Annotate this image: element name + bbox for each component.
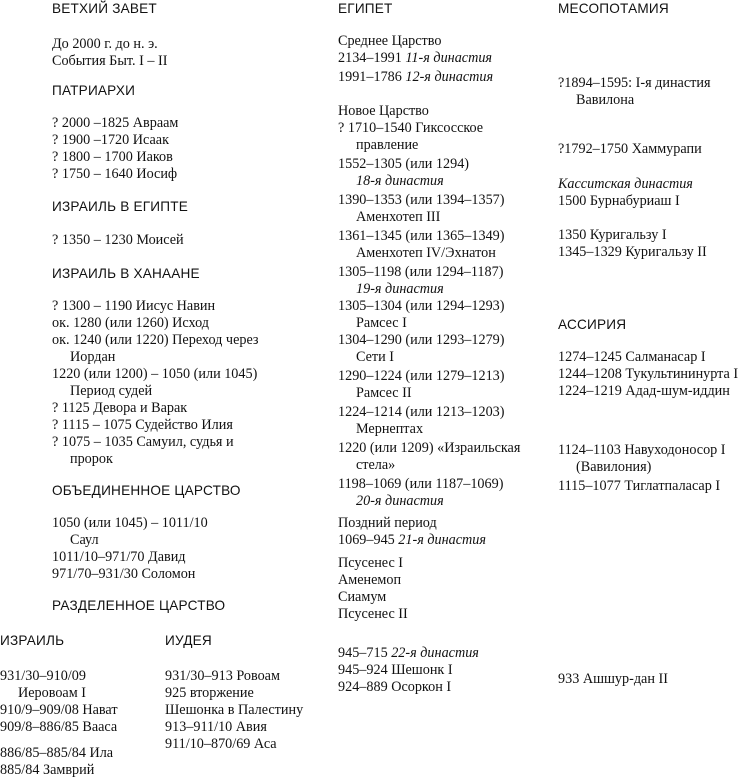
line: [338, 532, 486, 549]
line: 913–911/10 Авия: [165, 719, 267, 735]
date: 945–715: [338, 645, 392, 661]
line: 1224–1214 (или 1213–1203): [338, 404, 505, 420]
line: ок. 1280 (или 1260) Исход: [52, 315, 209, 331]
line: [338, 69, 493, 86]
line: 1305–1198 (или 1294–1187): [338, 264, 504, 280]
line: ? 1800 – 1700 Иаков: [52, 149, 173, 165]
line: 1390–1353 (или 1394–1357): [338, 192, 505, 208]
line: 885/84 Замврий: [0, 762, 95, 778]
line: Иеровоам I: [18, 685, 86, 701]
line: ? 1115 – 1075 Судейство Илия: [52, 417, 233, 433]
line: До 2000 г. до н. э.: [52, 36, 158, 52]
line: Касситская династия: [558, 176, 693, 192]
line: 1050 (или 1045) – 1011/10: [52, 515, 208, 531]
heading-assyria: АССИРИЯ: [558, 317, 627, 332]
heading-mesopotamia: МЕСОПОТАМИЯ: [558, 1, 669, 16]
date: 2134–1991: [338, 50, 406, 66]
line: ?1792–1750 Хаммурапи: [558, 141, 702, 157]
line: Саул: [70, 532, 99, 548]
line: правление: [356, 137, 419, 153]
line: 20-я династия: [356, 493, 444, 509]
line: Аменемоп: [338, 572, 402, 588]
line: Новое Царство: [338, 103, 429, 119]
line: [338, 645, 479, 662]
line: 1244–1208 Тукультининурта I: [558, 366, 739, 382]
line: 1350 Куригальзу I: [558, 227, 667, 243]
heading-israel-canaan: ИЗРАИЛЬ В ХАНААНЕ: [52, 266, 200, 281]
line: Иордан: [70, 349, 116, 365]
line: ? 1750 – 1640 Иосиф: [52, 166, 178, 182]
date: 1991–1786: [338, 69, 406, 85]
dynasty: 22-я династия: [391, 645, 479, 661]
line: ? 1900 –1720 Исаак: [52, 132, 169, 148]
line: 1552–1305 (или 1294): [338, 156, 470, 172]
dynasty: 21-я династия: [398, 532, 486, 548]
line: Сиамум: [338, 589, 387, 605]
line: 925 вторжение: [165, 685, 254, 701]
line: 945–924 Шешонк I: [338, 662, 453, 678]
line: ? 1350 – 1230 Моисей: [52, 232, 184, 248]
line: 1361–1345 (или 1365–1349): [338, 228, 505, 244]
line: 1224–1219 Адад-шум-иддин: [558, 383, 730, 399]
line: ? 1300 – 1190 Иисус Навин: [52, 298, 216, 314]
heading-old-testament: ВЕТХИЙ ЗАВЕТ: [52, 1, 157, 16]
line: [338, 50, 492, 67]
line: Рамсес I: [356, 315, 407, 331]
line: Мернептах: [356, 421, 424, 437]
line: 1220 (или 1200) – 1050 (или 1045): [52, 366, 258, 382]
line: Аменхотеп III: [356, 209, 441, 225]
line: ок. 1240 (или 1220) Переход через: [52, 332, 259, 348]
line: Период судей: [70, 383, 153, 399]
line: Среднее Царство: [338, 33, 442, 49]
line: 911/10–870/69 Аса: [165, 736, 277, 752]
line: 971/70–931/30 Соломон: [52, 566, 196, 582]
line: ? 1075 – 1035 Самуил, судья и: [52, 434, 234, 450]
line: 1345–1329 Куригальзу II: [558, 244, 707, 260]
line: 18-я династия: [356, 173, 444, 189]
heading-egypt: ЕГИПЕТ: [338, 1, 393, 16]
heading-patriarchs: ПАТРИАРХИ: [52, 83, 136, 98]
heading-united-kingdom: ОБЪЕДИНЕННОЕ ЦАРСТВО: [52, 483, 241, 498]
line: 1500 Бурнабуриаш I: [558, 193, 680, 209]
line: Аменхотеп IV/Эхнатон: [356, 245, 496, 261]
line: Шешонка в Палестину: [165, 702, 304, 718]
line: 924–889 Осоркон I: [338, 679, 452, 695]
line: пророк: [70, 451, 113, 467]
line: ? 1710–1540 Гиксосское: [338, 120, 484, 136]
line: Сети I: [356, 349, 394, 365]
line: 931/30–913 Ровоам: [165, 668, 280, 684]
heading-israel: ИЗРАИЛЬ: [0, 633, 65, 648]
line: 1290–1224 (или 1279–1213): [338, 368, 505, 384]
heading-judah: ИУДЕЯ: [165, 633, 212, 648]
line: События Быт. I – II: [52, 53, 168, 69]
date: 1069–945: [338, 532, 399, 548]
line: Псусенес I: [338, 555, 404, 571]
line: 1011/10–971/70 Давид: [52, 549, 186, 565]
line: (Вавилония): [576, 459, 652, 475]
line: ? 2000 –1825 Авраам: [52, 115, 179, 131]
line: ? 1125 Девора и Варак: [52, 400, 188, 416]
line: 909/8–886/85 Вааса: [0, 719, 118, 735]
line: 1220 (или 1209) «Израильская: [338, 440, 521, 456]
line: Вавилона: [576, 92, 635, 108]
heading-israel-egypt: ИЗРАИЛЬ В ЕГИПТЕ: [52, 199, 188, 214]
line: 1198–1069 (или 1187–1069): [338, 476, 504, 492]
line: Псусенес II: [338, 606, 408, 622]
line: 1115–1077 Тиглатпаласар I: [558, 478, 721, 494]
line: 933 Ашшур-дан II: [558, 671, 668, 687]
line: 1124–1103 Навуходоносор I: [558, 442, 726, 458]
line: ?1894–1595: I-я династия: [558, 75, 711, 91]
line: стела»: [356, 457, 396, 473]
line: 910/9–909/08 Нават: [0, 702, 118, 718]
dynasty: 11-я династия: [405, 50, 493, 66]
line: Рамсес II: [356, 385, 412, 401]
line: 1304–1290 (или 1293–1279): [338, 332, 505, 348]
heading-divided-kingdom: РАЗДЕЛЕННОЕ ЦАРСТВО: [52, 598, 226, 613]
line: 1305–1304 (или 1294–1293): [338, 298, 505, 314]
dynasty: 12-я династия: [405, 69, 494, 85]
line: Поздний период: [338, 515, 437, 531]
line: 19-я династия: [356, 281, 444, 297]
line: 886/85–885/84 Ила: [0, 745, 114, 761]
line: 931/30–910/09: [0, 668, 86, 684]
line: 1274–1245 Салманасар I: [558, 349, 706, 365]
